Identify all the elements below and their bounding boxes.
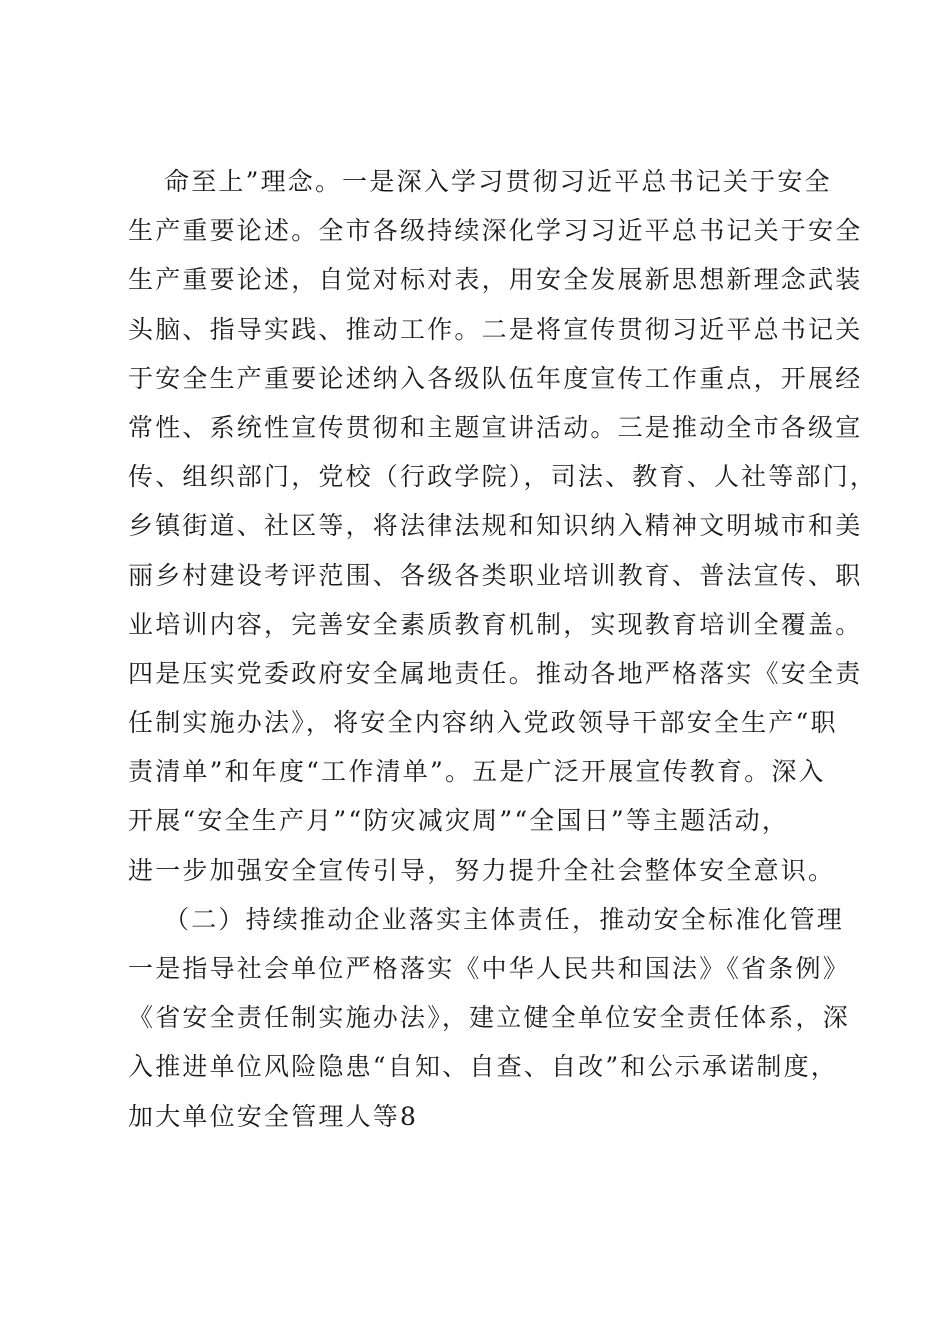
document-body <box>128 157 878 1141</box>
text-line: 进一步加强安全宣传引导，努力提升全社会整体安全意识。 <box>128 855 836 885</box>
text-line: 生产重要论述。全市各级持续深化学习习近平总书记关于安全 <box>128 216 863 246</box>
text-line: 一是指导社会单位严格落实《中华人民共和国法》《省条例》 <box>128 954 850 983</box>
text-line: 丽乡村建设考评范围、各级各类职业培训教育、普法宣传、职 <box>128 560 863 590</box>
text-line: 入推进单位风险隐患“自知、自查、自改”和公示承诺制度， <box>128 1052 838 1082</box>
text-line: 责清单”和年度“工作清单”。五是广泛开展宣传教育。深入 <box>128 757 826 787</box>
text-line: 《省安全责任制实施办法》，建立健全单位安全责任体系，深 <box>128 1003 850 1033</box>
section-heading: （二）持续推动企业落实主体责任，推动安全标准化管理 <box>164 904 845 934</box>
text-line: 任制实施办法》，将安全内容纳入党政领导干部安全生产“职 <box>128 708 838 738</box>
text-line: 生产重要论述，自觉对标对表，用安全发展新思想新理念武装 <box>128 265 863 295</box>
text-line: 传、组织部门，党校（行政学院），司法、教育、人社等部门， <box>128 462 878 492</box>
text-line: 于安全生产重要论述纳入各级队伍年度宣传工作重点，开展经 <box>128 363 863 393</box>
text-line: 开展“安全生产月”“防灾减灾周”“全国日”等主题活动， <box>128 806 790 836</box>
text-line: 业培训内容，完善安全素质教育机制，实现教育培训全覆盖。 <box>128 609 863 639</box>
text-line: 命至上”理念。一是深入学习贯彻习近平总书记关于安全 <box>164 167 832 196</box>
text-line: 四是压实党委政府安全属地责任。推动各地严格落实《安全责 <box>128 658 863 688</box>
text-line: 加大单位安全管理人等8 <box>128 1101 419 1131</box>
text-line: 乡镇街道、社区等，将法律法规和知识纳入精神文明城市和美 <box>128 511 863 541</box>
text-line: 头脑、指导实践、推动工作。二是将宣传贯彻习近平总书记关 <box>128 314 863 344</box>
text-line: 常性、系统性宣传贯彻和主题宣讲活动。三是推动全市各级宣 <box>128 412 863 442</box>
